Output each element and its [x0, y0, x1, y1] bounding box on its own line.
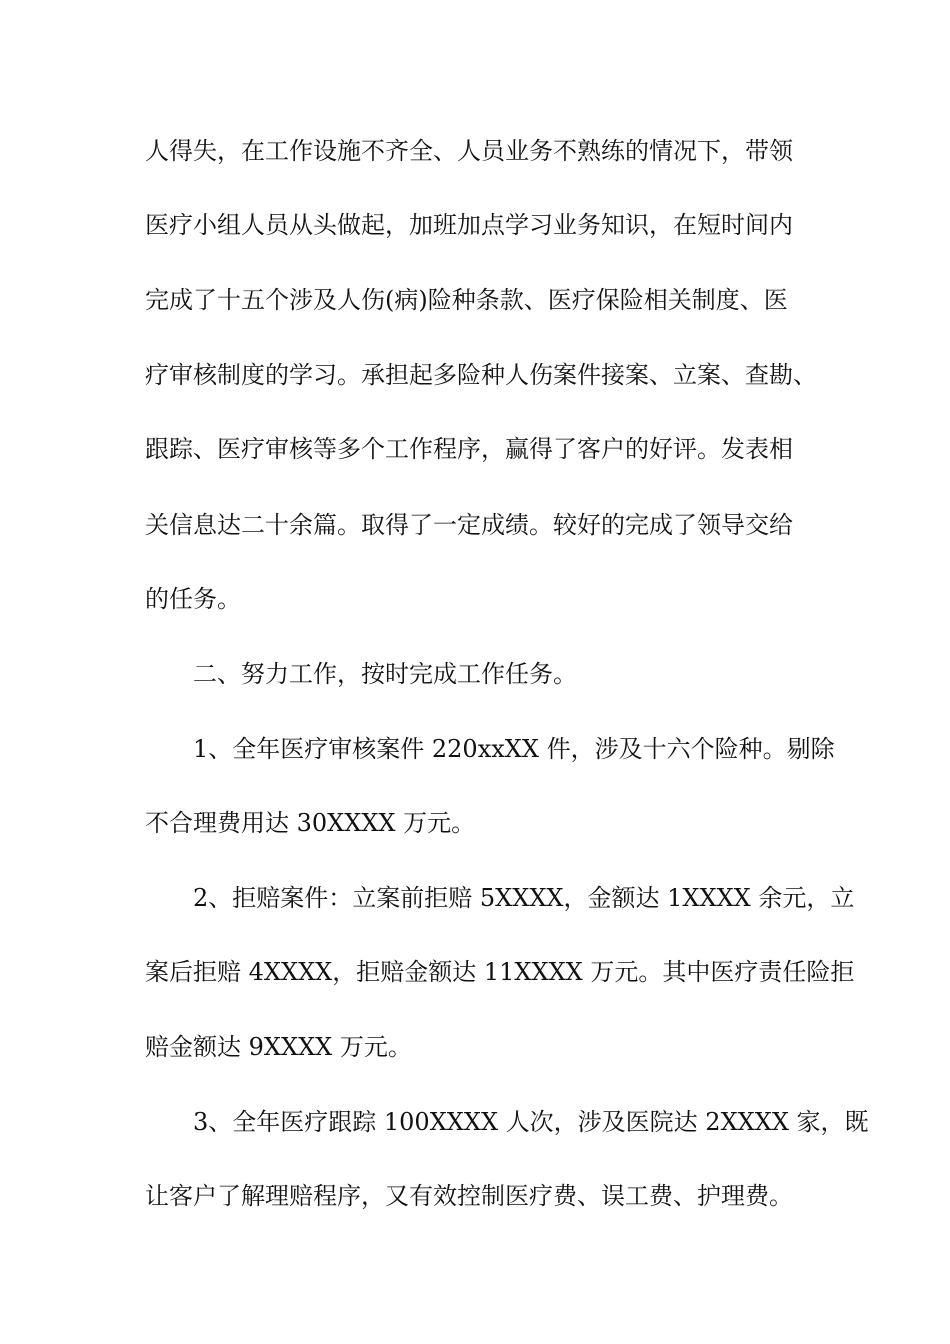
section-heading: 二、努力工作，按时完成工作任务。: [193, 660, 577, 688]
item-1-line-1: 1、全年医疗审核案件 220xxXX 件，涉及十六个险种。剔除: [193, 735, 835, 763]
paragraph-line-6: 关信息达二十余篇。取得了一定成绩。较好的完成了领导交给: [145, 511, 793, 539]
item-3-line-2: 让客户了解理赔程序，又有效控制医疗费、误工费、护理费。: [145, 1182, 793, 1210]
item-2-line-2: 案后拒赔 4XXXX，拒赔金额达 11XXXX 万元。其中医疗责任险拒: [145, 958, 855, 986]
paragraph-line-1: 人得失，在工作设施不齐全、人员业务不熟练的情况下，带领: [145, 137, 793, 165]
paragraph-line-2: 医疗小组人员从头做起，加班加点学习业务知识，在短时间内: [145, 211, 793, 239]
item-2-line-1: 2、拒赔案件：立案前拒赔 5XXXX，金额达 1XXXX 余元，立: [193, 884, 855, 912]
paragraph-line-7: 的任务。: [145, 585, 241, 613]
item-2-line-3: 赔金额达 9XXXX 万元。: [145, 1033, 412, 1061]
paragraph-line-4: 疗审核制度的学习。承担起多险种人伤案件接案、立案、查勘、: [145, 361, 817, 389]
item-3-line-1: 3、全年医疗跟踪 100XXXX 人次，涉及医院达 2XXXX 家，既: [193, 1108, 869, 1136]
paragraph-line-5: 跟踪、医疗审核等多个工作程序，赢得了客户的好评。发表相: [145, 435, 793, 463]
paragraph-line-3: 完成了十五个涉及人伤(病)险种条款、医疗保险相关制度、医: [145, 286, 788, 314]
item-1-line-2: 不合理费用达 30XXXX 万元。: [145, 809, 476, 837]
